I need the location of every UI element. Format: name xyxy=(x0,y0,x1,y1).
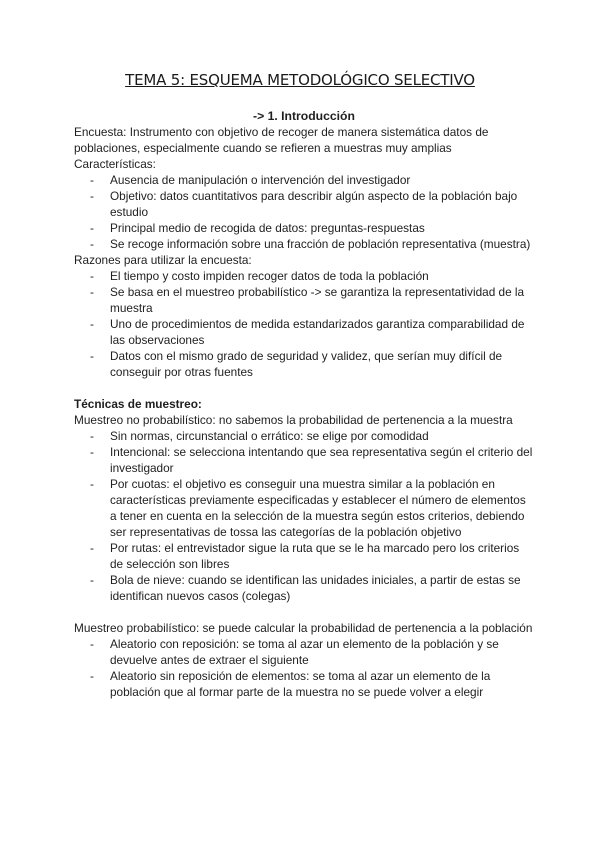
list-item: - Por cuotas: el objetivo es conseguir una muestra similar a la población en características previamente especificadas y establecer el número de elementos a tener en cuenta en la selección de la muestra según estos criterios, debiendo ser representativas de tossa las categorías de la población objetivo xyxy=(74,476,534,540)
probabilistico-list xyxy=(74,636,534,700)
probabilistico-label: Muestreo probabilístico: se puede calcular la probabilidad de pertenencia a la población xyxy=(74,621,533,635)
list-item: - Intencional: se selecciona intentando que sea representativa según el criterio del investigador xyxy=(74,444,534,476)
document-body xyxy=(74,108,534,700)
list-item: - Principal medio de recogida de datos: preguntas-respuestas xyxy=(74,220,534,236)
caracteristicas-label: Características: xyxy=(74,157,156,171)
no-probabilistico-list xyxy=(74,428,534,604)
list-item: - Objetivo: datos cuantitativos para describir algún aspecto de la población bajo estudio xyxy=(74,188,534,220)
tecnicas-heading: Técnicas de muestreo: xyxy=(74,397,202,411)
list-item: - Se basa en el muestreo probabilístico -> se garantiza la representatividad de la muestra xyxy=(74,284,534,316)
spacer xyxy=(74,380,534,396)
document-title: TEMA 5: ESQUEMA METODOLÓGICO SELECTIVO xyxy=(125,71,475,89)
encuesta-definition: Encuesta: Instrumento con objetivo de recoger de manera sistemática datos de poblaciones, especialmente cuando se refieren a muestras muy amplias xyxy=(74,125,489,155)
razones-list xyxy=(74,268,534,380)
no-probabilistico-label: Muestreo no probabilístico: no sabemos la probabilidad de pertenencia a la muestra xyxy=(74,413,513,427)
list-item: - Bola de nieve: cuando se identifican las unidades iniciales, a partir de estas se identifican nuevos casos (colegas) xyxy=(74,572,534,604)
list-item: - Se recoge información sobre una fracción de población representativa (muestra) xyxy=(74,236,534,252)
list-item: - El tiempo y costo impiden recoger datos de toda la población xyxy=(74,268,534,284)
spacer xyxy=(74,604,534,620)
intro-heading: -> 1. Introducción xyxy=(253,109,355,123)
list-item: - Uno de procedimientos de medida estandarizados garantiza comparabilidad de las observaciones xyxy=(74,316,534,348)
list-item: - Aleatorio sin reposición de elementos: se toma al azar un elemento de la población que al formar parte de la muestra no se puede volver a elegir xyxy=(74,668,534,700)
razones-label: Razones para utilizar la encuesta: xyxy=(74,253,252,267)
list-item: - Por rutas: el entrevistador sigue la ruta que se le ha marcado pero los criterios de selección son libres xyxy=(74,540,534,572)
list-item: - Datos con el mismo grado de seguridad y validez, que serían muy difícil de conseguir por otras fuentes xyxy=(74,348,534,380)
list-item: - Ausencia de manipulación o intervención del investigador xyxy=(74,172,534,188)
list-item: - Sin normas, circunstancial o errático: se elige por comodidad xyxy=(74,428,534,444)
list-item: - Aleatorio con reposición: se toma al azar un elemento de la población y se devuelve antes de extraer el siguiente xyxy=(74,636,534,668)
caracteristicas-list xyxy=(74,172,534,252)
